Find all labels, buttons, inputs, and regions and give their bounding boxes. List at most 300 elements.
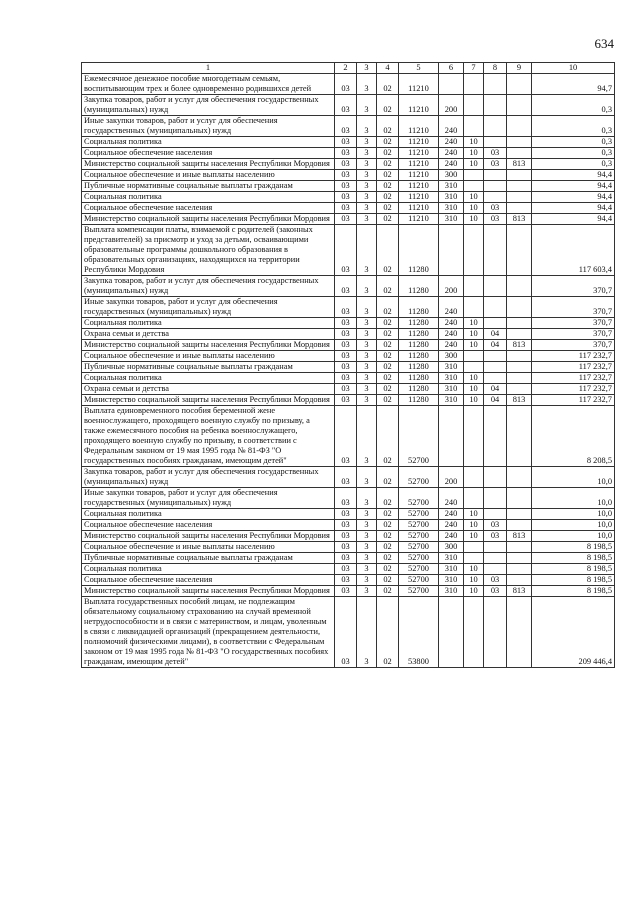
table-row [82, 520, 615, 531]
code-cell: 3 [357, 520, 377, 531]
table-row [82, 564, 615, 575]
code-cell: 11280 [399, 329, 439, 340]
amount-cell: 117 232,7 [532, 351, 615, 362]
code-cell: 11210 [399, 137, 439, 148]
code-cell: 10 [464, 329, 484, 340]
code-cell [484, 351, 507, 362]
code-cell: 11280 [399, 276, 439, 297]
amount-cell: 209 446,4 [532, 597, 615, 668]
code-cell: 02 [377, 192, 399, 203]
code-cell: 310 [439, 214, 464, 225]
code-cell: 310 [439, 373, 464, 384]
code-cell: 813 [507, 586, 532, 597]
code-cell: 02 [377, 467, 399, 488]
code-cell [507, 329, 532, 340]
code-cell: 3 [357, 95, 377, 116]
code-cell: 02 [377, 362, 399, 373]
amount-cell: 10,0 [532, 520, 615, 531]
code-cell: 11210 [399, 192, 439, 203]
code-cell: 813 [507, 159, 532, 170]
code-cell: 02 [377, 203, 399, 214]
code-cell [507, 192, 532, 203]
code-cell: 3 [357, 553, 377, 564]
code-cell [484, 362, 507, 373]
row-name-cell: Выплата государственных пособий лицам, не подлежащим обязательному социальному страхованию на случай временной нетрудоспособности и в связи с материнством, и лицам, уволенным в связи с ликвидацией организаций (прекращением деятельности, полномочий физическими лицами), в соответствии с Федеральным законом от 19 мая 1995 года № 81-ФЗ "О государственных пособиях гражданам, имеющим детей" [82, 597, 335, 668]
code-cell [484, 373, 507, 384]
row-name-cell: Социальное обеспечение населения [82, 203, 335, 214]
code-cell: 03 [335, 575, 357, 586]
row-name-cell: Социальная политика [82, 509, 335, 520]
row-name-cell: Закупка товаров, работ и услуг для обеспечения государственных (муниципальных) нужд [82, 95, 335, 116]
code-cell: 3 [357, 225, 377, 276]
code-cell [464, 297, 484, 318]
column-header: 9 [507, 63, 532, 74]
amount-cell: 0,3 [532, 137, 615, 148]
table-row [82, 318, 615, 329]
code-cell: 10 [464, 192, 484, 203]
table-row [82, 509, 615, 520]
table-row [82, 170, 615, 181]
table-row [82, 276, 615, 297]
row-name-cell: Социальное обеспечение и иные выплаты населению [82, 170, 335, 181]
row-name-cell: Социальная политика [82, 373, 335, 384]
amount-cell: 0,3 [532, 159, 615, 170]
code-cell: 11280 [399, 362, 439, 373]
code-cell: 02 [377, 170, 399, 181]
row-name-cell: Министерство социальной защиты населения Республики Мордовия [82, 340, 335, 351]
amount-cell: 8 198,5 [532, 553, 615, 564]
code-cell: 03 [335, 542, 357, 553]
table-row [82, 214, 615, 225]
code-cell [507, 362, 532, 373]
code-cell [484, 467, 507, 488]
amount-cell: 117 232,7 [532, 395, 615, 406]
code-cell: 3 [357, 564, 377, 575]
amount-cell: 10,0 [532, 467, 615, 488]
amount-cell: 94,4 [532, 192, 615, 203]
code-cell: 03 [335, 395, 357, 406]
code-cell: 3 [357, 384, 377, 395]
code-cell: 03 [335, 95, 357, 116]
row-name-cell: Министерство социальной защиты населения Республики Мордовия [82, 586, 335, 597]
table-row [82, 192, 615, 203]
row-name-cell: Ежемесячное денежное пособие многодетным семьям, воспитывающим трех и более одновременно родившихся детей [82, 74, 335, 95]
code-cell: 11280 [399, 384, 439, 395]
code-cell: 52700 [399, 531, 439, 542]
code-cell: 10 [464, 586, 484, 597]
amount-cell: 10,0 [532, 488, 615, 509]
code-cell [507, 276, 532, 297]
code-cell: 3 [357, 575, 377, 586]
code-cell: 02 [377, 586, 399, 597]
amount-cell: 10,0 [532, 531, 615, 542]
code-cell: 813 [507, 214, 532, 225]
code-cell [484, 95, 507, 116]
table-row [82, 531, 615, 542]
code-cell: 03 [335, 214, 357, 225]
code-cell: 3 [357, 297, 377, 318]
code-cell: 02 [377, 351, 399, 362]
amount-cell: 8 198,5 [532, 586, 615, 597]
amount-cell: 370,7 [532, 329, 615, 340]
code-cell: 03 [335, 181, 357, 192]
code-cell: 240 [439, 116, 464, 137]
row-name-cell: Социальная политика [82, 192, 335, 203]
code-cell: 03 [484, 586, 507, 597]
code-cell: 240 [439, 318, 464, 329]
code-cell [507, 553, 532, 564]
code-cell: 52700 [399, 553, 439, 564]
code-cell: 03 [335, 116, 357, 137]
code-cell: 10 [464, 531, 484, 542]
code-cell: 03 [335, 203, 357, 214]
table-row [82, 340, 615, 351]
code-cell [507, 373, 532, 384]
code-cell: 02 [377, 406, 399, 467]
code-cell: 3 [357, 148, 377, 159]
code-cell: 02 [377, 181, 399, 192]
row-name-cell: Публичные нормативные социальные выплаты гражданам [82, 553, 335, 564]
code-cell: 03 [335, 137, 357, 148]
table-row [82, 297, 615, 318]
code-cell: 02 [377, 297, 399, 318]
code-cell [484, 192, 507, 203]
code-cell [507, 542, 532, 553]
code-cell: 03 [484, 203, 507, 214]
code-cell [464, 406, 484, 467]
code-cell: 03 [335, 384, 357, 395]
code-cell [464, 467, 484, 488]
code-cell: 03 [335, 553, 357, 564]
code-cell: 03 [335, 520, 357, 531]
code-cell: 52700 [399, 488, 439, 509]
code-cell: 11280 [399, 395, 439, 406]
code-cell: 03 [335, 148, 357, 159]
code-cell: 11280 [399, 351, 439, 362]
code-cell: 03 [335, 297, 357, 318]
code-cell [464, 597, 484, 668]
amount-cell: 370,7 [532, 276, 615, 297]
code-cell: 02 [377, 553, 399, 564]
code-cell: 3 [357, 340, 377, 351]
row-name-cell: Социальная политика [82, 564, 335, 575]
amount-cell: 117 232,7 [532, 384, 615, 395]
code-cell: 02 [377, 95, 399, 116]
code-cell: 52700 [399, 564, 439, 575]
row-name-cell: Социальная политика [82, 318, 335, 329]
code-cell: 310 [439, 203, 464, 214]
code-cell [507, 137, 532, 148]
code-cell: 02 [377, 373, 399, 384]
amount-cell: 370,7 [532, 318, 615, 329]
code-cell: 3 [357, 116, 377, 137]
table-row [82, 362, 615, 373]
amount-cell: 94,4 [532, 203, 615, 214]
code-cell: 03 [335, 586, 357, 597]
code-cell: 02 [377, 509, 399, 520]
code-cell [439, 406, 464, 467]
code-cell: 310 [439, 553, 464, 564]
code-cell: 03 [335, 406, 357, 467]
code-cell [507, 467, 532, 488]
code-cell: 240 [439, 148, 464, 159]
amount-cell: 10,0 [532, 509, 615, 520]
table-row [82, 384, 615, 395]
code-cell: 10 [464, 384, 484, 395]
table-row [82, 406, 615, 467]
code-cell: 04 [484, 329, 507, 340]
code-cell [507, 575, 532, 586]
column-header: 5 [399, 63, 439, 74]
code-cell [507, 95, 532, 116]
code-cell [484, 542, 507, 553]
code-cell [507, 318, 532, 329]
code-cell [484, 276, 507, 297]
code-cell: 10 [464, 509, 484, 520]
code-cell: 3 [357, 597, 377, 668]
code-cell: 3 [357, 74, 377, 95]
code-cell: 02 [377, 276, 399, 297]
code-cell [464, 276, 484, 297]
code-cell: 10 [464, 520, 484, 531]
code-cell: 3 [357, 170, 377, 181]
code-cell: 11210 [399, 116, 439, 137]
budget-table [81, 62, 615, 668]
code-cell: 3 [357, 467, 377, 488]
code-cell: 240 [439, 488, 464, 509]
code-cell: 240 [439, 329, 464, 340]
code-cell: 3 [357, 159, 377, 170]
code-cell: 3 [357, 214, 377, 225]
code-cell: 03 [335, 329, 357, 340]
code-cell: 11280 [399, 340, 439, 351]
code-cell [484, 181, 507, 192]
amount-cell: 94,4 [532, 181, 615, 192]
code-cell: 3 [357, 329, 377, 340]
code-cell [464, 74, 484, 95]
code-cell: 02 [377, 329, 399, 340]
code-cell [507, 509, 532, 520]
table-header-row [82, 63, 615, 74]
code-cell [464, 542, 484, 553]
code-cell: 02 [377, 137, 399, 148]
table-row [82, 351, 615, 362]
code-cell: 240 [439, 531, 464, 542]
amount-cell: 8 198,5 [532, 575, 615, 586]
code-cell: 310 [439, 362, 464, 373]
row-name-cell: Министерство социальной защиты населения Республики Мордовия [82, 159, 335, 170]
code-cell: 300 [439, 351, 464, 362]
code-cell: 03 [335, 488, 357, 509]
code-cell: 10 [464, 395, 484, 406]
code-cell [439, 597, 464, 668]
table-row [82, 488, 615, 509]
code-cell: 3 [357, 362, 377, 373]
code-cell: 240 [439, 159, 464, 170]
column-header: 4 [377, 63, 399, 74]
code-cell [484, 170, 507, 181]
row-name-cell: Публичные нормативные социальные выплаты гражданам [82, 362, 335, 373]
amount-cell: 117 232,7 [532, 373, 615, 384]
code-cell [484, 509, 507, 520]
code-cell: 02 [377, 597, 399, 668]
amount-cell: 94,4 [532, 214, 615, 225]
code-cell: 03 [335, 74, 357, 95]
code-cell: 02 [377, 488, 399, 509]
row-name-cell: Иные закупки товаров, работ и услуг для обеспечения государственных (муниципальных) нужд [82, 488, 335, 509]
code-cell: 04 [484, 395, 507, 406]
code-cell: 813 [507, 340, 532, 351]
code-cell [507, 564, 532, 575]
code-cell [507, 74, 532, 95]
code-cell: 02 [377, 74, 399, 95]
table-row [82, 542, 615, 553]
table-row [82, 467, 615, 488]
page-number: 634 [594, 36, 614, 51]
code-cell: 03 [335, 192, 357, 203]
code-cell: 02 [377, 395, 399, 406]
column-header: 7 [464, 63, 484, 74]
code-cell: 11280 [399, 225, 439, 276]
column-header: 2 [335, 63, 357, 74]
code-cell [484, 74, 507, 95]
code-cell: 3 [357, 351, 377, 362]
column-header: 1 [82, 63, 335, 74]
code-cell: 11280 [399, 297, 439, 318]
code-cell [507, 148, 532, 159]
table-row [82, 137, 615, 148]
amount-cell: 0,3 [532, 148, 615, 159]
code-cell: 11210 [399, 181, 439, 192]
code-cell [507, 116, 532, 137]
code-cell [484, 597, 507, 668]
code-cell: 03 [335, 597, 357, 668]
code-cell: 02 [377, 542, 399, 553]
code-cell: 52700 [399, 406, 439, 467]
code-cell: 03 [484, 531, 507, 542]
row-name-cell: Иные закупки товаров, работ и услуг для обеспечения государственных (муниципальных) нужд [82, 116, 335, 137]
code-cell: 10 [464, 373, 484, 384]
code-cell [507, 170, 532, 181]
code-cell: 300 [439, 542, 464, 553]
code-cell [464, 225, 484, 276]
row-name-cell: Социальное обеспечение и иные выплаты населению [82, 351, 335, 362]
code-cell: 3 [357, 181, 377, 192]
code-cell: 310 [439, 181, 464, 192]
code-cell: 52700 [399, 520, 439, 531]
table-row [82, 575, 615, 586]
code-cell: 11210 [399, 95, 439, 116]
code-cell [464, 362, 484, 373]
code-cell [507, 203, 532, 214]
amount-cell: 94,7 [532, 74, 615, 95]
code-cell: 3 [357, 373, 377, 384]
amount-cell: 0,3 [532, 116, 615, 137]
code-cell [464, 181, 484, 192]
code-cell: 3 [357, 395, 377, 406]
code-cell [484, 137, 507, 148]
row-name-cell: Выплата компенсации платы, взимаемой с родителей (законных представителей) за присмотр и уход за детьми, осваивающими образовательные программы дошкольного образования в образовательных организациях, находящихся на территории Республики Мордовия [82, 225, 335, 276]
row-name-cell: Министерство социальной защиты населения Республики Мордовия [82, 395, 335, 406]
code-cell: 3 [357, 318, 377, 329]
code-cell [464, 351, 484, 362]
code-cell [464, 488, 484, 509]
amount-cell: 0,3 [532, 95, 615, 116]
code-cell: 10 [464, 575, 484, 586]
code-cell: 3 [357, 542, 377, 553]
table-row [82, 74, 615, 95]
code-cell [507, 225, 532, 276]
code-cell: 03 [335, 564, 357, 575]
code-cell: 11210 [399, 74, 439, 95]
code-cell: 10 [464, 318, 484, 329]
row-name-cell: Выплата единовременного пособия беременной жене военнослужащего, проходящего военную службу по призыву, а также ежемесячного пособия на ребенка военнослужащего, проходящего военную службу по призыву, в соответствии с Федеральным законом от 19 мая 1995 года № 81-ФЗ "О государственных пособиях гражданам, имеющим детей" [82, 406, 335, 467]
code-cell: 03 [335, 170, 357, 181]
code-cell: 11210 [399, 148, 439, 159]
code-cell: 52700 [399, 586, 439, 597]
code-cell: 02 [377, 520, 399, 531]
code-cell: 10 [464, 340, 484, 351]
code-cell: 200 [439, 95, 464, 116]
amount-cell: 370,7 [532, 297, 615, 318]
table-row [82, 586, 615, 597]
row-name-cell: Социальное обеспечение населения [82, 520, 335, 531]
code-cell: 11210 [399, 159, 439, 170]
code-cell: 03 [335, 373, 357, 384]
code-cell: 03 [335, 351, 357, 362]
code-cell: 813 [507, 531, 532, 542]
code-cell: 03 [335, 509, 357, 520]
row-name-cell: Закупка товаров, работ и услуг для обеспечения государственных (муниципальных) нужд [82, 467, 335, 488]
table-row [82, 181, 615, 192]
table-row [82, 395, 615, 406]
code-cell: 52700 [399, 542, 439, 553]
code-cell: 03 [335, 467, 357, 488]
row-name-cell: Социальная политика [82, 137, 335, 148]
table-row [82, 116, 615, 137]
row-name-cell: Охрана семьи и детства [82, 329, 335, 340]
code-cell [464, 170, 484, 181]
code-cell [439, 225, 464, 276]
row-name-cell: Социальное обеспечение населения [82, 575, 335, 586]
code-cell: 10 [464, 564, 484, 575]
amount-cell: 117 603,4 [532, 225, 615, 276]
code-cell: 11280 [399, 373, 439, 384]
code-cell: 03 [484, 214, 507, 225]
code-cell: 03 [484, 148, 507, 159]
code-cell [484, 225, 507, 276]
code-cell [484, 406, 507, 467]
table-body [82, 74, 615, 668]
code-cell: 02 [377, 116, 399, 137]
code-cell: 02 [377, 575, 399, 586]
code-cell [484, 297, 507, 318]
code-cell: 04 [484, 384, 507, 395]
table-row [82, 95, 615, 116]
amount-cell: 117 232,7 [532, 362, 615, 373]
code-cell: 3 [357, 509, 377, 520]
code-cell: 310 [439, 564, 464, 575]
code-cell [507, 351, 532, 362]
code-cell: 200 [439, 467, 464, 488]
table-row [82, 159, 615, 170]
row-name-cell: Министерство социальной защиты населения Республики Мордовия [82, 214, 335, 225]
code-cell [439, 74, 464, 95]
row-name-cell: Министерство социальной защиты населения Республики Мордовия [82, 531, 335, 542]
code-cell: 10 [464, 137, 484, 148]
code-cell [484, 553, 507, 564]
code-cell [507, 406, 532, 467]
